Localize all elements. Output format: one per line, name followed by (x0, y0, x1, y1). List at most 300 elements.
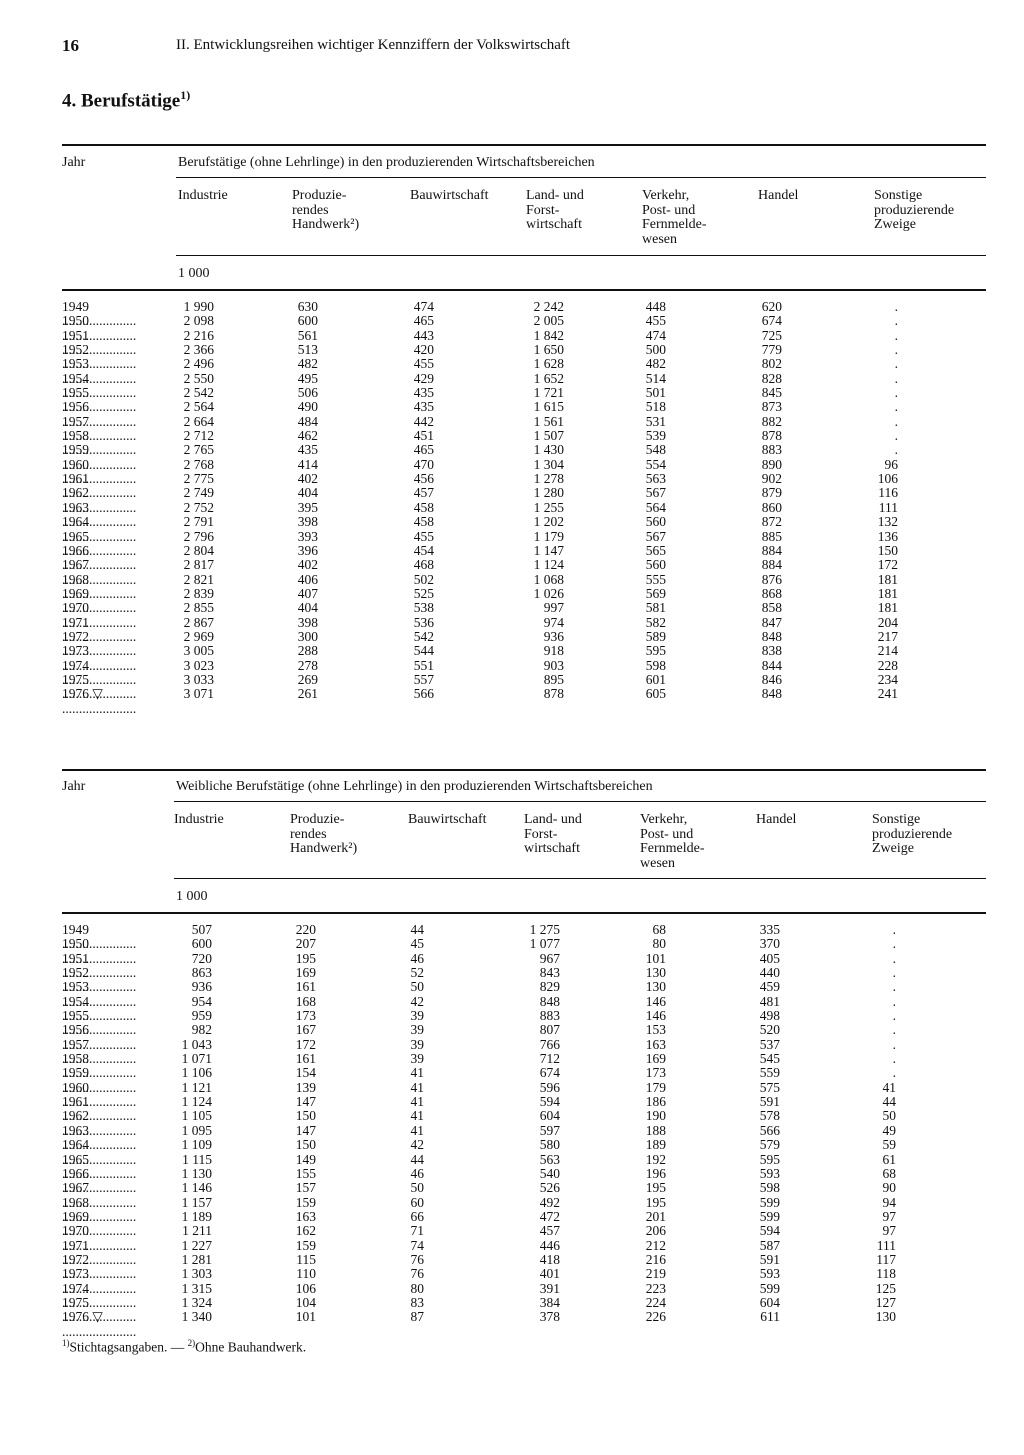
cell-land: 807 (539, 1022, 560, 1038)
cell-industrie: 1 043 (181, 1036, 212, 1052)
cell-land: 1 561 (533, 413, 564, 429)
cell-bau: 76 (410, 1266, 424, 1282)
table-row (0, 486, 1024, 500)
cell-handwerk: 207 (295, 936, 316, 952)
cell-handel: 598 (759, 1180, 780, 1196)
table-row (0, 1267, 1024, 1281)
cell-sonstige: 59 (882, 1137, 896, 1153)
table-heading: Berufstätige (ohne Lehrlinge) in den produzierenden Wirtschaftsbereichen (178, 155, 595, 170)
cell-industrie: 1 157 (181, 1194, 212, 1210)
cell-bau: 44 (410, 1151, 424, 1167)
cell-bau: 39 (410, 1051, 424, 1067)
cell-bau: 435 (413, 385, 434, 401)
table-row (0, 501, 1024, 515)
cell-verkehr: 514 (645, 370, 666, 386)
table-row (0, 1310, 1024, 1324)
table-row (0, 1038, 1024, 1052)
cell-handwerk: 513 (297, 342, 318, 358)
table-row (0, 659, 1024, 673)
table-rule (174, 801, 986, 802)
cell-verkehr: 563 (645, 471, 666, 487)
cell-bau: 465 (413, 442, 434, 458)
cell-verkehr: 448 (645, 299, 666, 314)
cell-bau: 74 (410, 1237, 424, 1253)
cell-verkehr: 192 (645, 1151, 666, 1167)
cell-handwerk: 163 (295, 1208, 316, 1224)
cell-sonstige: . (892, 1065, 896, 1081)
cell-year: 1956 ..... (62, 400, 150, 429)
cell-land: 1 628 (533, 356, 564, 372)
cell-sonstige: 172 (877, 557, 898, 573)
cell-handel: 890 (761, 456, 782, 472)
cell-year: 1965 ..... (62, 530, 150, 559)
cell-handwerk: 261 (297, 686, 318, 702)
cell-verkehr: 589 (645, 628, 666, 644)
cell-year: 1952 ..... (62, 343, 150, 372)
cell-handel: 884 (761, 542, 782, 558)
cell-verkehr: 169 (645, 1051, 666, 1067)
cell-sonstige: 106 (877, 471, 898, 487)
cell-sonstige: 214 (877, 643, 898, 659)
cell-handel: 725 (761, 327, 782, 343)
cell-industrie: 1 106 (181, 1065, 212, 1081)
cell-bau: 41 (410, 1079, 424, 1095)
cell-verkehr: 153 (645, 1022, 666, 1038)
cell-sonstige: 49 (882, 1122, 896, 1138)
table-row (0, 443, 1024, 457)
cell-land: 472 (539, 1208, 560, 1224)
cell-land: 1 202 (533, 514, 564, 530)
cell-industrie: 1 227 (181, 1237, 212, 1253)
cell-handwerk: 402 (297, 471, 318, 487)
cell-land: 418 (539, 1251, 560, 1267)
cell-verkehr: 186 (645, 1094, 666, 1110)
table-row (0, 1052, 1024, 1066)
table-row (0, 558, 1024, 572)
table-body (0, 923, 1024, 1325)
cell-land: 378 (539, 1309, 560, 1325)
cell-year: 1959 ..... (62, 1066, 150, 1095)
cell-bau: 41 (410, 1122, 424, 1138)
cell-land: 2 242 (533, 299, 564, 314)
cell-land: 1 650 (533, 342, 564, 358)
cell-sonstige: 136 (877, 528, 898, 544)
cell-sonstige: . (892, 1008, 896, 1024)
cell-land: 712 (539, 1051, 560, 1067)
cell-verkehr: 565 (645, 542, 666, 558)
cell-handwerk: 490 (297, 399, 318, 415)
cell-year: 1956 ..... (62, 1023, 150, 1052)
cell-bau: 41 (410, 1108, 424, 1124)
cell-handwerk: 393 (297, 528, 318, 544)
cell-verkehr: 190 (645, 1108, 666, 1124)
cell-sonstige: 130 (875, 1309, 896, 1325)
table-row (0, 429, 1024, 443)
cell-handel: 335 (759, 922, 780, 937)
cell-industrie: 2 969 (183, 628, 214, 644)
cell-sonstige: 50 (882, 1108, 896, 1124)
cell-industrie: 1 990 (183, 299, 214, 314)
table-row (0, 601, 1024, 615)
cell-land: 594 (539, 1094, 560, 1110)
cell-handwerk: 407 (297, 585, 318, 601)
cell-year: 1974 ..... (62, 659, 150, 688)
cell-year: 1976 ▽ ..... (62, 1310, 150, 1339)
cell-handwerk: 155 (295, 1165, 316, 1181)
cell-verkehr: 212 (645, 1237, 666, 1253)
cell-industrie: 2 855 (183, 600, 214, 616)
cell-sonstige: 228 (877, 657, 898, 673)
cell-verkehr: 224 (645, 1294, 666, 1310)
cell-year: 1969 ..... (62, 587, 150, 616)
table-row (0, 357, 1024, 371)
cell-sonstige: . (892, 979, 896, 995)
cell-verkehr: 195 (645, 1194, 666, 1210)
cell-sonstige: . (894, 342, 898, 358)
cell-handwerk: 169 (295, 965, 316, 981)
table-row (0, 314, 1024, 328)
cell-handel: 838 (761, 643, 782, 659)
cell-industrie: 1 105 (181, 1108, 212, 1124)
cell-bau: 42 (410, 1137, 424, 1153)
cell-industrie: 2 821 (183, 571, 214, 587)
table-heading: Weibliche Berufstätige (ohne Lehrlinge) in den produzierenden Wirtschaftsbereichen (176, 779, 653, 794)
cell-year: 1950 ..... (62, 937, 150, 966)
cell-sonstige: 241 (877, 686, 898, 702)
footnote-text: Stichtagsangaben. — (69, 1339, 185, 1355)
cell-verkehr: 455 (645, 313, 666, 329)
table-row (0, 966, 1024, 980)
cell-handwerk: 154 (295, 1065, 316, 1081)
cell-sonstige: . (894, 399, 898, 415)
cell-land: 1 430 (533, 442, 564, 458)
cell-year: 1964 ..... (62, 1138, 150, 1167)
cell-land: 1 280 (533, 485, 564, 501)
table-row (0, 1066, 1024, 1080)
cell-land: 526 (539, 1180, 560, 1196)
table-row (0, 1109, 1024, 1123)
table-row (0, 923, 1024, 937)
cell-verkehr: 201 (645, 1208, 666, 1224)
cell-year: 1970 ..... (62, 601, 150, 630)
cell-industrie: 507 (191, 922, 212, 937)
cell-handwerk: 278 (297, 657, 318, 673)
cell-sonstige: 204 (877, 614, 898, 630)
cell-handwerk: 600 (297, 313, 318, 329)
cell-handel: 578 (759, 1108, 780, 1124)
cell-sonstige: 132 (877, 514, 898, 530)
cell-industrie: 1 121 (181, 1079, 212, 1095)
cell-handel: 878 (761, 428, 782, 444)
cell-year: 1969 ..... (62, 1210, 150, 1239)
cell-verkehr: 605 (645, 686, 666, 702)
cell-industrie: 2 768 (183, 456, 214, 472)
cell-verkehr: 569 (645, 585, 666, 601)
cell-handel: 599 (759, 1280, 780, 1296)
col-header-verkehr: Verkehr, Post- und Fernmelde- wesen (642, 188, 707, 247)
cell-land: 1 278 (533, 471, 564, 487)
cell-land: 1 068 (533, 571, 564, 587)
cell-verkehr: 196 (645, 1165, 666, 1181)
cell-land: 1 124 (533, 557, 564, 573)
cell-bau: 465 (413, 313, 434, 329)
cell-sonstige: . (894, 327, 898, 343)
cell-handwerk: 172 (295, 1036, 316, 1052)
cell-sonstige: 111 (876, 1237, 896, 1253)
cell-sonstige: 96 (884, 456, 898, 472)
cell-industrie: 1 211 (182, 1223, 212, 1239)
cell-verkehr: 101 (645, 950, 666, 966)
cell-bau: 41 (410, 1065, 424, 1081)
cell-handel: 868 (761, 585, 782, 601)
cell-land: 1 026 (533, 585, 564, 601)
cell-handel: 848 (761, 686, 782, 702)
cell-verkehr: 189 (645, 1137, 666, 1153)
cell-sonstige: 97 (882, 1223, 896, 1239)
cell-verkehr: 518 (645, 399, 666, 415)
cell-handel: 872 (761, 514, 782, 530)
col-header-year: Jahr (62, 779, 86, 794)
cell-industrie: 1 303 (181, 1266, 212, 1282)
table-row (0, 1196, 1024, 1210)
cell-handel: 575 (759, 1079, 780, 1095)
cell-year: 1955 ..... (62, 386, 150, 415)
cell-handwerk: 300 (297, 628, 318, 644)
cell-handel: 559 (759, 1065, 780, 1081)
cell-land: 1 304 (533, 456, 564, 472)
cell-year: 1955 ..... (62, 1009, 150, 1038)
cell-handwerk: 495 (297, 370, 318, 386)
cell-sonstige: . (894, 385, 898, 401)
cell-land: 766 (539, 1036, 560, 1052)
cell-bau: 544 (413, 643, 434, 659)
cell-sonstige: 116 (878, 485, 898, 501)
table-row (0, 1282, 1024, 1296)
cell-handel: 902 (761, 471, 782, 487)
cell-bau: 456 (413, 471, 434, 487)
cell-handel: 481 (759, 993, 780, 1009)
table-row (0, 415, 1024, 429)
cell-land: 1 179 (533, 528, 564, 544)
cell-land: 604 (539, 1108, 560, 1124)
cell-verkehr: 482 (645, 356, 666, 372)
cell-handel: 591 (759, 1251, 780, 1267)
cell-handwerk: 484 (297, 413, 318, 429)
cell-industrie: 2 098 (183, 313, 214, 329)
unit-label: 1 000 (178, 266, 210, 281)
cell-bau: 50 (410, 1180, 424, 1196)
cell-verkehr: 216 (645, 1251, 666, 1267)
cell-year: 1953 ..... (62, 980, 150, 1009)
cell-year: 1970 ..... (62, 1224, 150, 1253)
table-row (0, 530, 1024, 544)
cell-bau: 455 (413, 528, 434, 544)
cell-handwerk: 398 (297, 614, 318, 630)
cell-year: 1974 ..... (62, 1282, 150, 1311)
col-header-year: Jahr (62, 155, 86, 170)
cell-sonstige: 181 (877, 600, 898, 616)
cell-industrie: 1 071 (181, 1051, 212, 1067)
cell-year: 1953 ..... (62, 357, 150, 386)
cell-verkehr: 80 (652, 936, 666, 952)
cell-handwerk: 168 (295, 993, 316, 1009)
title-footnote-mark: 1) (180, 88, 191, 102)
cell-handwerk: 161 (295, 1051, 316, 1067)
cell-handel: 876 (761, 571, 782, 587)
cell-verkehr: 188 (645, 1122, 666, 1138)
cell-sonstige: . (894, 356, 898, 372)
cell-verkehr: 582 (645, 614, 666, 630)
cell-industrie: 600 (191, 936, 212, 952)
table-row (0, 1095, 1024, 1109)
cell-bau: 443 (413, 327, 434, 343)
cell-bau: 71 (410, 1223, 424, 1239)
cell-verkehr: 223 (645, 1280, 666, 1296)
cell-sonstige: 44 (882, 1094, 896, 1110)
cell-industrie: 2 765 (183, 442, 214, 458)
cell-land: 596 (539, 1079, 560, 1095)
cell-verkehr: 560 (645, 514, 666, 530)
cell-bau: 39 (410, 1036, 424, 1052)
cell-year: 1961 ..... (62, 1095, 150, 1124)
cell-handel: 599 (759, 1194, 780, 1210)
cell-handel: 545 (759, 1051, 780, 1067)
cell-year: 1949 ..... (62, 300, 150, 329)
table-row (0, 372, 1024, 386)
cell-handwerk: 506 (297, 385, 318, 401)
cell-land: 895 (543, 671, 564, 687)
unit-label: 1 000 (176, 889, 208, 904)
cell-industrie: 2 216 (183, 327, 214, 343)
cell-land: 401 (539, 1266, 560, 1282)
cell-year: 1958 ..... (62, 429, 150, 458)
cell-industrie: 954 (191, 993, 212, 1009)
cell-sonstige: 181 (877, 585, 898, 601)
cell-year: 1973 ..... (62, 644, 150, 673)
cell-verkehr: 219 (645, 1266, 666, 1282)
cell-land: 446 (539, 1237, 560, 1253)
cell-sonstige: 94 (882, 1194, 896, 1210)
cell-verkehr: 206 (645, 1223, 666, 1239)
cell-verkehr: 146 (645, 993, 666, 1009)
cell-industrie: 2 775 (183, 471, 214, 487)
table-row (0, 630, 1024, 644)
cell-sonstige: 181 (877, 571, 898, 587)
cell-handwerk: 110 (296, 1266, 316, 1282)
table-row (0, 573, 1024, 587)
cell-bau: 457 (413, 485, 434, 501)
table-row (0, 644, 1024, 658)
cell-sonstige: . (892, 936, 896, 952)
cell-verkehr: 130 (645, 979, 666, 995)
cell-industrie: 1 130 (181, 1165, 212, 1181)
cell-handel: 848 (761, 628, 782, 644)
cell-bau: 46 (410, 950, 424, 966)
cell-year: 1954 ..... (62, 372, 150, 401)
cell-sonstige: 68 (882, 1165, 896, 1181)
cell-year: 1952 ..... (62, 966, 150, 995)
table-row (0, 515, 1024, 529)
table-row (0, 1181, 1024, 1195)
cell-year: 1958 ..... (62, 1052, 150, 1081)
cell-land: 843 (539, 965, 560, 981)
cell-sonstige: 90 (882, 1180, 896, 1196)
cell-handwerk: 462 (297, 428, 318, 444)
col-header-bau: Bauwirtschaft (408, 812, 487, 827)
table-rule (62, 912, 986, 914)
table-rule (62, 144, 986, 146)
cell-bau: 44 (410, 922, 424, 937)
cell-verkehr: 163 (645, 1036, 666, 1052)
cell-verkehr: 539 (645, 428, 666, 444)
cell-land: 1 721 (533, 385, 564, 401)
cell-land: 1 077 (529, 936, 560, 952)
cell-handwerk: 435 (297, 442, 318, 458)
cell-sonstige: 61 (882, 1151, 896, 1167)
cell-industrie: 3 005 (183, 643, 214, 659)
cell-year: 1975 ..... (62, 1296, 150, 1325)
cell-bau: 42 (410, 993, 424, 1009)
cell-handel: 595 (759, 1151, 780, 1167)
cell-year: 1967 ..... (62, 1181, 150, 1210)
cell-verkehr: 226 (645, 1309, 666, 1325)
table-row (0, 544, 1024, 558)
cell-handel: 860 (761, 499, 782, 515)
footnote (62, 1338, 306, 1356)
cell-handel: 882 (761, 413, 782, 429)
cell-land: 1 842 (533, 327, 564, 343)
cell-year: 1975 ..... (62, 673, 150, 702)
cell-industrie: 2 867 (183, 614, 214, 630)
table-row (0, 587, 1024, 601)
cell-sonstige: . (894, 313, 898, 329)
cell-land: 903 (543, 657, 564, 673)
cell-bau: 557 (413, 671, 434, 687)
cell-sonstige: 97 (882, 1208, 896, 1224)
cell-verkehr: 595 (645, 643, 666, 659)
col-header-verkehr: Verkehr, Post- und Fernmelde- wesen (640, 812, 705, 871)
cell-industrie: 3 023 (183, 657, 214, 673)
footnote-mark: 2) (187, 1338, 196, 1348)
cell-industrie: 2 749 (183, 485, 214, 501)
cell-year: 1971 ..... (62, 1239, 150, 1268)
cell-bau: 52 (410, 965, 424, 981)
cell-handel: 883 (761, 442, 782, 458)
table-row (0, 952, 1024, 966)
cell-industrie: 2 839 (183, 585, 214, 601)
cell-industrie: 1 189 (181, 1208, 212, 1224)
cell-land: 936 (543, 628, 564, 644)
cell-year: 1966 ..... (62, 544, 150, 573)
cell-year: 1949 ..... (62, 923, 150, 952)
cell-land: 1 275 (529, 922, 560, 937)
cell-year: 1962 ..... (62, 486, 150, 515)
table-row (0, 1023, 1024, 1037)
table-row (0, 980, 1024, 994)
cell-year: 1963 ..... (62, 1124, 150, 1153)
running-head: II. Entwicklungsreihen wichtiger Kennziffern der Volkswirtschaft (176, 37, 571, 53)
cell-handwerk: 288 (297, 643, 318, 659)
cell-handwerk: 147 (295, 1094, 316, 1110)
cell-bau: 50 (410, 979, 424, 995)
cell-year: 1976 ▽ ..... (62, 687, 150, 716)
col-header-handel: Handel (758, 188, 799, 203)
cell-verkehr: 601 (645, 671, 666, 687)
cell-handwerk: 147 (295, 1122, 316, 1138)
table-body (0, 300, 1024, 702)
cell-handwerk: 220 (295, 922, 316, 937)
cell-handwerk: 269 (297, 671, 318, 687)
